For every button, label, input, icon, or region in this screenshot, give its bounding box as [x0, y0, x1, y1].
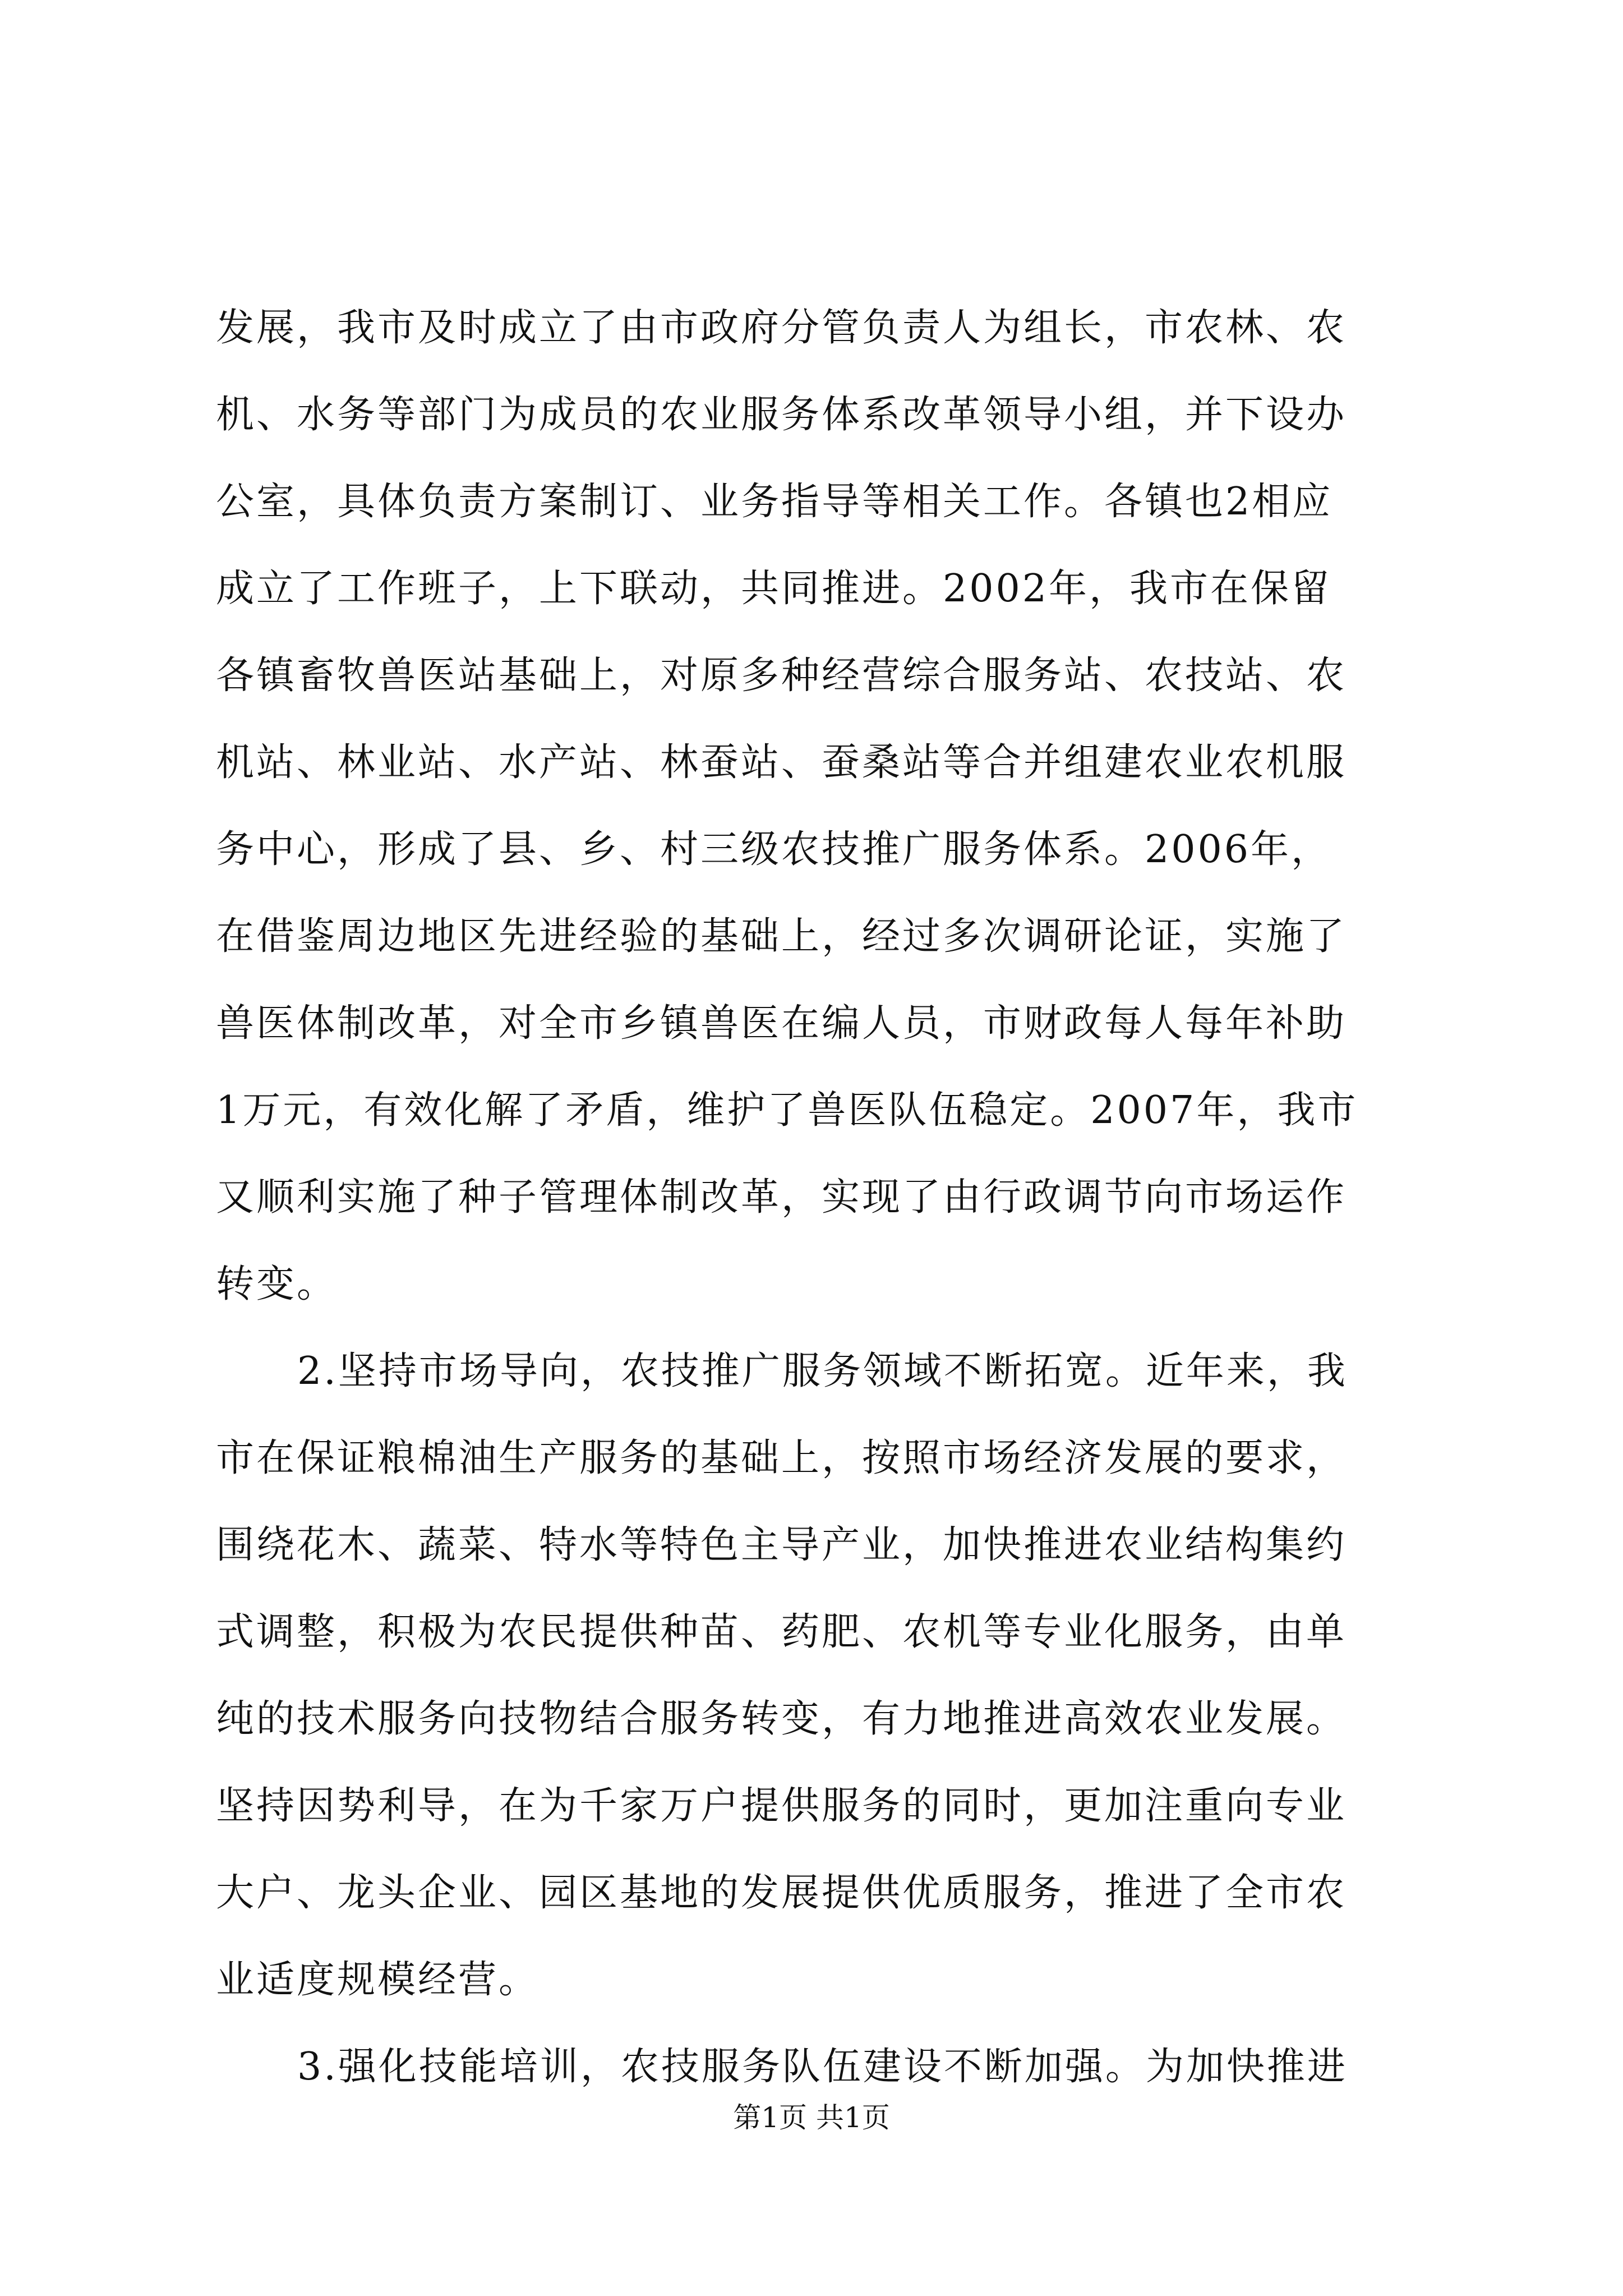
- text-line: 业适度规模经营。: [216, 1958, 540, 2002]
- text-line: 成立了工作班子，上下联动，共同推进。2002年，我市在保留: [216, 567, 1332, 611]
- text-line: 机、水务等部门为成员的农业服务体系改革领导小组，并下设办: [216, 393, 1347, 437]
- text-line: 各镇畜牧兽医站基础上，对原多种经营综合服务站、农技站、农: [216, 654, 1347, 698]
- text-line: 1万元，有效化解了矛盾，维护了兽医队伍稳定。2007年，我市: [216, 1088, 1358, 1133]
- text-line: 转变。: [216, 1262, 338, 1306]
- text-line: 围绕花木、蔬菜、特水等特色主导产业，加快推进农业结构集约: [216, 1523, 1347, 1567]
- text-line: 务中心，形成了县、乡、村三级农技推广服务体系。2006年，: [216, 827, 1332, 872]
- text-line: 式调整，积极为农民提供种苗、药肥、农机等专业化服务，由单: [216, 1610, 1347, 1654]
- text-line: 公室，具体负责方案制订、业务指导等相关工作。各镇也2相应: [216, 480, 1333, 524]
- text-line: 坚持因势利导，在为千家万户提供服务的同时，更加注重向专业: [216, 1784, 1347, 1828]
- paragraph-start-line: 2.坚持市场导向，农技推广服务领域不断拓宽。近年来，我: [297, 1349, 1348, 1393]
- page-footer: 第1页 共1页: [733, 2101, 890, 2134]
- text-line: 又顺利实施了种子管理体制改革，实现了由行政调节向市场运作: [216, 1175, 1347, 1220]
- text-line: 纯的技术服务向技物结合服务转变，有力地推进高效农业发展。: [216, 1697, 1347, 1741]
- text-line: 大户、龙头企业、园区基地的发展提供优质服务，推进了全市农: [216, 1871, 1347, 1915]
- text-line: 发展，我市及时成立了由市政府分管负责人为组长，市农林、农: [216, 306, 1347, 350]
- text-line: 在借鉴周边地区先进经验的基础上，经过多次调研论证，实施了: [216, 914, 1347, 959]
- text-line: 兽医体制改革，对全市乡镇兽医在编人员，市财政每人每年补助: [216, 1001, 1347, 1046]
- text-line: 机站、林业站、水产站、林蚕站、蚕桑站等合并组建农业农机服: [216, 740, 1347, 785]
- text-line: 市在保证粮棉油生产服务的基础上，按照市场经济发展的要求，: [216, 1436, 1347, 1480]
- paragraph-start-line: 3.强化技能培训，农技服务队伍建设不断加强。为加快推进: [297, 2045, 1348, 2089]
